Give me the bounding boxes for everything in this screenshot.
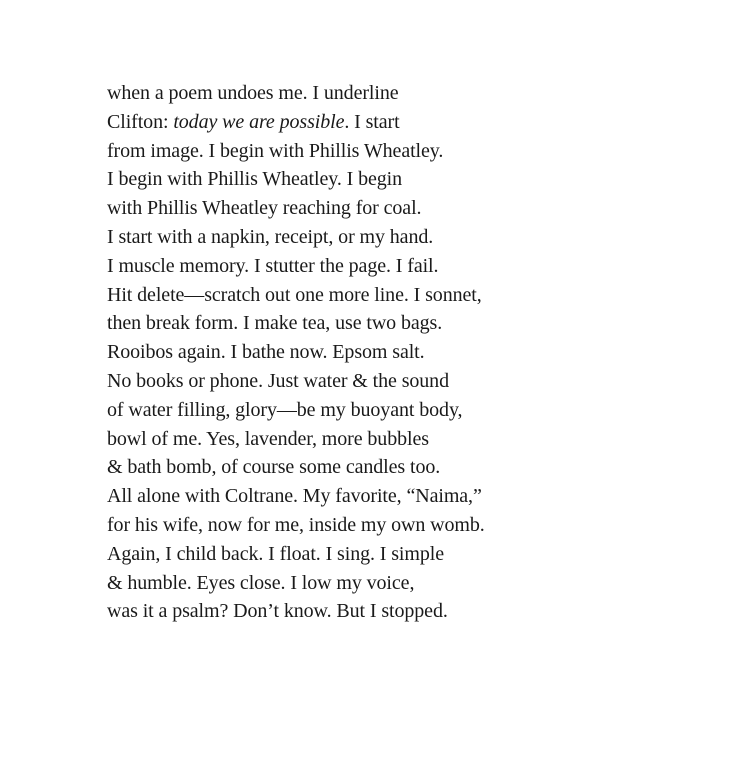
poem-line [107, 108, 707, 137]
poem-line: & humble. Eyes close. I low my voice, [107, 571, 415, 594]
poem-line: was it a psalm? Don’t know. But I stopped. [107, 600, 448, 623]
poem-line: when a poem undoes me. I underline [107, 82, 399, 104]
poem-line: I start with a napkin, receipt, or my hand. [107, 225, 434, 248]
poem-line: Hit delete—scratch out one more line. I sonnet, [107, 283, 482, 306]
poem-line: & bath bomb, of course some candles too. [107, 456, 441, 479]
poem-line: I muscle memory. I stutter the page. I fail. [107, 254, 439, 277]
poem-line: then break form. I make tea, use two bags. [107, 312, 443, 335]
poem-line: from image. I begin with Phillis Wheatley. [107, 139, 444, 162]
poem-line: of water filling, glory—be my buoyant body, [107, 398, 463, 421]
poem-line: All alone with Coltrane. My favorite, “Naima,” [107, 485, 482, 508]
poem-line: bowl of me. Yes, lavender, more bubbles [107, 427, 429, 450]
poem-line: with Phillis Wheatley reaching for coal. [107, 197, 422, 220]
poem-line-prefix: Clifton: [107, 110, 174, 133]
poem-line-suffix: . I start [344, 110, 400, 133]
poem-line: Again, I child back. I float. I sing. I simple [107, 542, 444, 565]
poem-text [107, 79, 707, 626]
poem-line: No books or phone. Just water & the sound [107, 369, 449, 392]
poem-line: I begin with Phillis Wheatley. I begin [107, 168, 403, 191]
poem-line-italic-quote: today we are possible [173, 110, 345, 133]
poem-line: Rooibos again. I bathe now. Epsom salt. [107, 341, 425, 364]
poem-line: for his wife, now for me, inside my own womb. [107, 513, 485, 536]
